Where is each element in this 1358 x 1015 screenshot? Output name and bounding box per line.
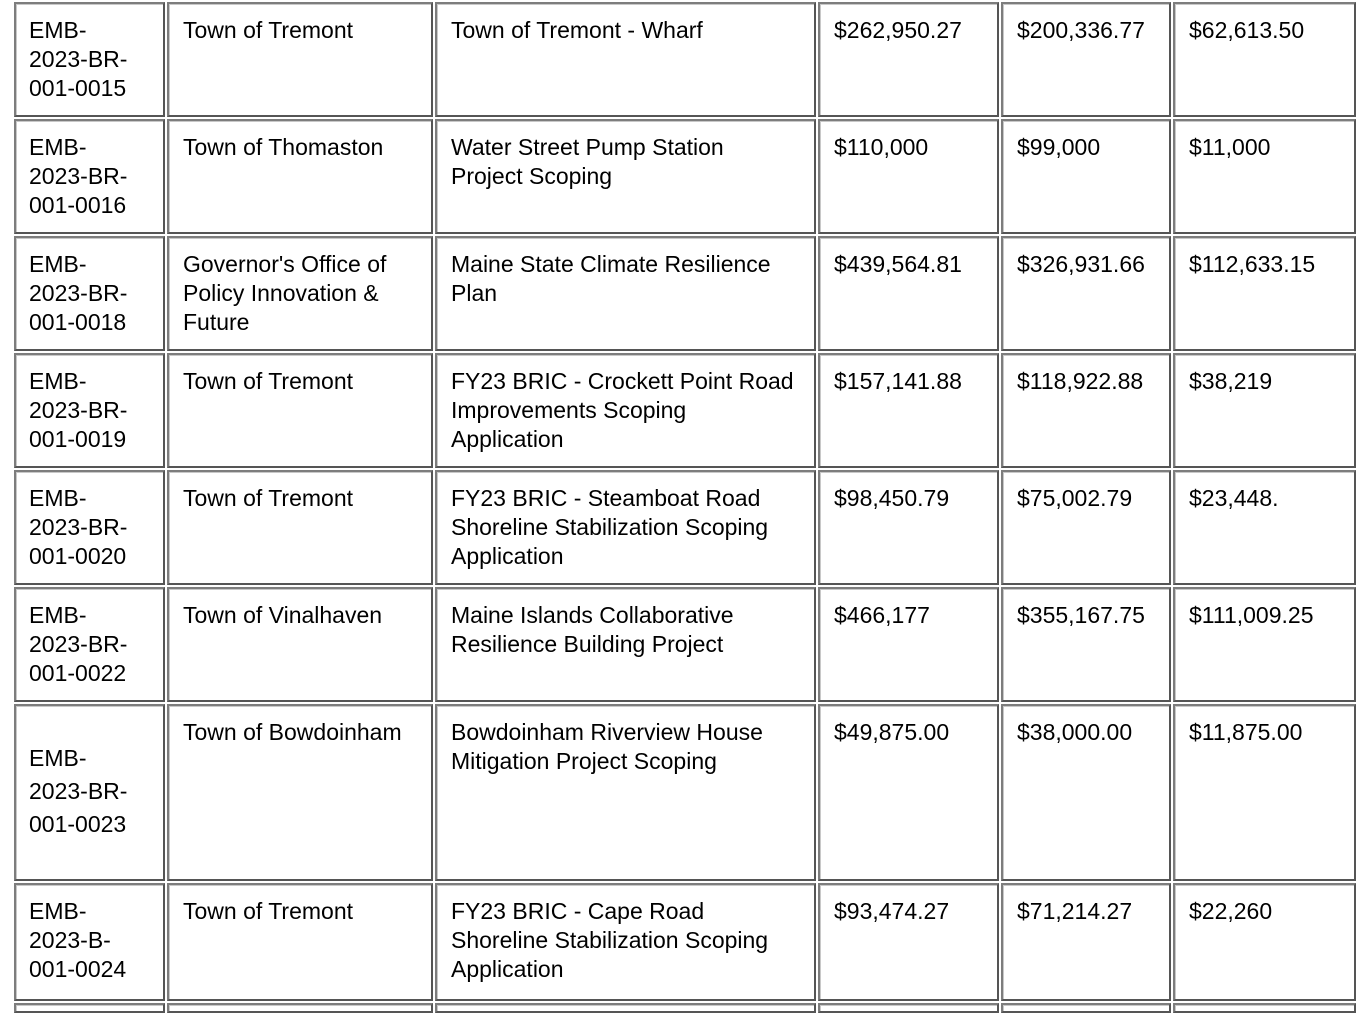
federal-share-cell: $99,000 [1001,119,1171,234]
project-id-cell [14,587,165,702]
project-id-cell [14,119,165,234]
project-id-line: 001-0016 [29,192,127,218]
project-id-line: 001-0019 [29,426,127,452]
table-row [14,119,1356,234]
project-id-line: EMB- [29,368,87,394]
project-id-line: 001-0023 [29,811,127,837]
table-row [14,353,1356,468]
table-row [14,2,1356,117]
organization-cell: Governor's Office of Policy Innovation & Future [167,236,433,351]
table-row [14,236,1356,351]
project-id-line: 2023-BR- [29,280,128,306]
empty-cell [1001,1003,1171,1013]
project-title-cell: FY23 BRIC - Cape Road Shoreline Stabilization Scoping Application [435,883,816,1001]
total-amount-cell: $49,875.00 [818,704,999,881]
federal-share-cell: $355,167.75 [1001,587,1171,702]
organization-cell: Town of Tremont [167,353,433,468]
project-id-line: 2023-BR- [29,631,128,657]
total-amount-cell: $93,474.27 [818,883,999,1001]
table-row [14,587,1356,702]
project-title-cell: Water Street Pump Station Project Scoping [435,119,816,234]
organization-cell: Town of Tremont [167,470,433,585]
grant-table-container [12,0,1358,1015]
project-id-line: 001-0018 [29,309,127,335]
table-row-partial [14,1003,1356,1013]
total-amount-cell: $110,000 [818,119,999,234]
project-title-cell: FY23 BRIC - Steamboat Road Shoreline Stabilization Scoping Application [435,470,816,585]
total-amount-cell: $98,450.79 [818,470,999,585]
organization-cell: Town of Bowdoinham [167,704,433,881]
local-share-cell: $111,009.25 [1173,587,1356,702]
project-id-cell [14,883,165,1001]
total-amount-cell: $466,177 [818,587,999,702]
project-id-cell [14,2,165,117]
total-amount-cell: $262,950.27 [818,2,999,117]
project-id-line: EMB- [29,602,87,628]
table-row [14,883,1356,1001]
organization-cell: Town of Vinalhaven [167,587,433,702]
local-share-cell: $11,875.00 [1173,704,1356,881]
project-id-line: 2023-B- [29,927,111,953]
project-id-cell [14,236,165,351]
empty-cell [167,1003,433,1013]
project-id-line: 2023-BR- [29,397,128,423]
project-id-line: EMB- [29,17,87,43]
project-title-cell: Maine Islands Collaborative Resilience Building Project [435,587,816,702]
local-share-cell: $62,613.50 [1173,2,1356,117]
organization-cell: Town of Tremont [167,883,433,1001]
federal-share-cell: $118,922.88 [1001,353,1171,468]
local-share-cell: $22,260 [1173,883,1356,1001]
federal-share-cell: $71,214.27 [1001,883,1171,1001]
project-title-cell: Maine State Climate Resilience Plan [435,236,816,351]
local-share-cell: $11,000 [1173,119,1356,234]
project-id-line: 2023-BR- [29,163,128,189]
project-id-line: EMB- [29,251,87,277]
project-id-line: 001-0015 [29,75,127,101]
project-id-line: EMB- [29,485,87,511]
total-amount-cell: $439,564.81 [818,236,999,351]
table-row [14,470,1356,585]
grant-table [12,0,1358,1015]
project-title-cell: FY23 BRIC - Crockett Point Road Improvements Scoping Application [435,353,816,468]
project-title-cell: Bowdoinham Riverview House Mitigation Project Scoping [435,704,816,881]
organization-cell: Town of Tremont [167,2,433,117]
empty-cell [435,1003,816,1013]
project-id-line: 2023-BR- [29,46,128,72]
table-row [14,704,1356,881]
project-id-line: 001-0020 [29,543,127,569]
project-id-cell [14,704,165,881]
empty-cell [1173,1003,1356,1013]
local-share-cell: $38,219 [1173,353,1356,468]
federal-share-cell: $75,002.79 [1001,470,1171,585]
organization-cell: Town of Thomaston [167,119,433,234]
project-id-line: 2023-BR- [29,514,128,540]
project-id-line: EMB- [29,745,87,771]
project-id-line: EMB- [29,134,87,160]
project-id-cell [14,353,165,468]
project-id-line: 001-0022 [29,660,127,686]
local-share-cell: $23,448. [1173,470,1356,585]
federal-share-cell: $38,000.00 [1001,704,1171,881]
project-id-line: 001-0024 [29,956,127,982]
federal-share-cell: $326,931.66 [1001,236,1171,351]
project-id-line: EMB- [29,898,87,924]
total-amount-cell: $157,141.88 [818,353,999,468]
empty-cell [818,1003,999,1013]
local-share-cell: $112,633.15 [1173,236,1356,351]
project-id-line: 2023-BR- [29,778,128,804]
federal-share-cell: $200,336.77 [1001,2,1171,117]
project-id-cell [14,470,165,585]
project-title-cell: Town of Tremont - Wharf [435,2,816,117]
empty-cell [14,1003,165,1013]
